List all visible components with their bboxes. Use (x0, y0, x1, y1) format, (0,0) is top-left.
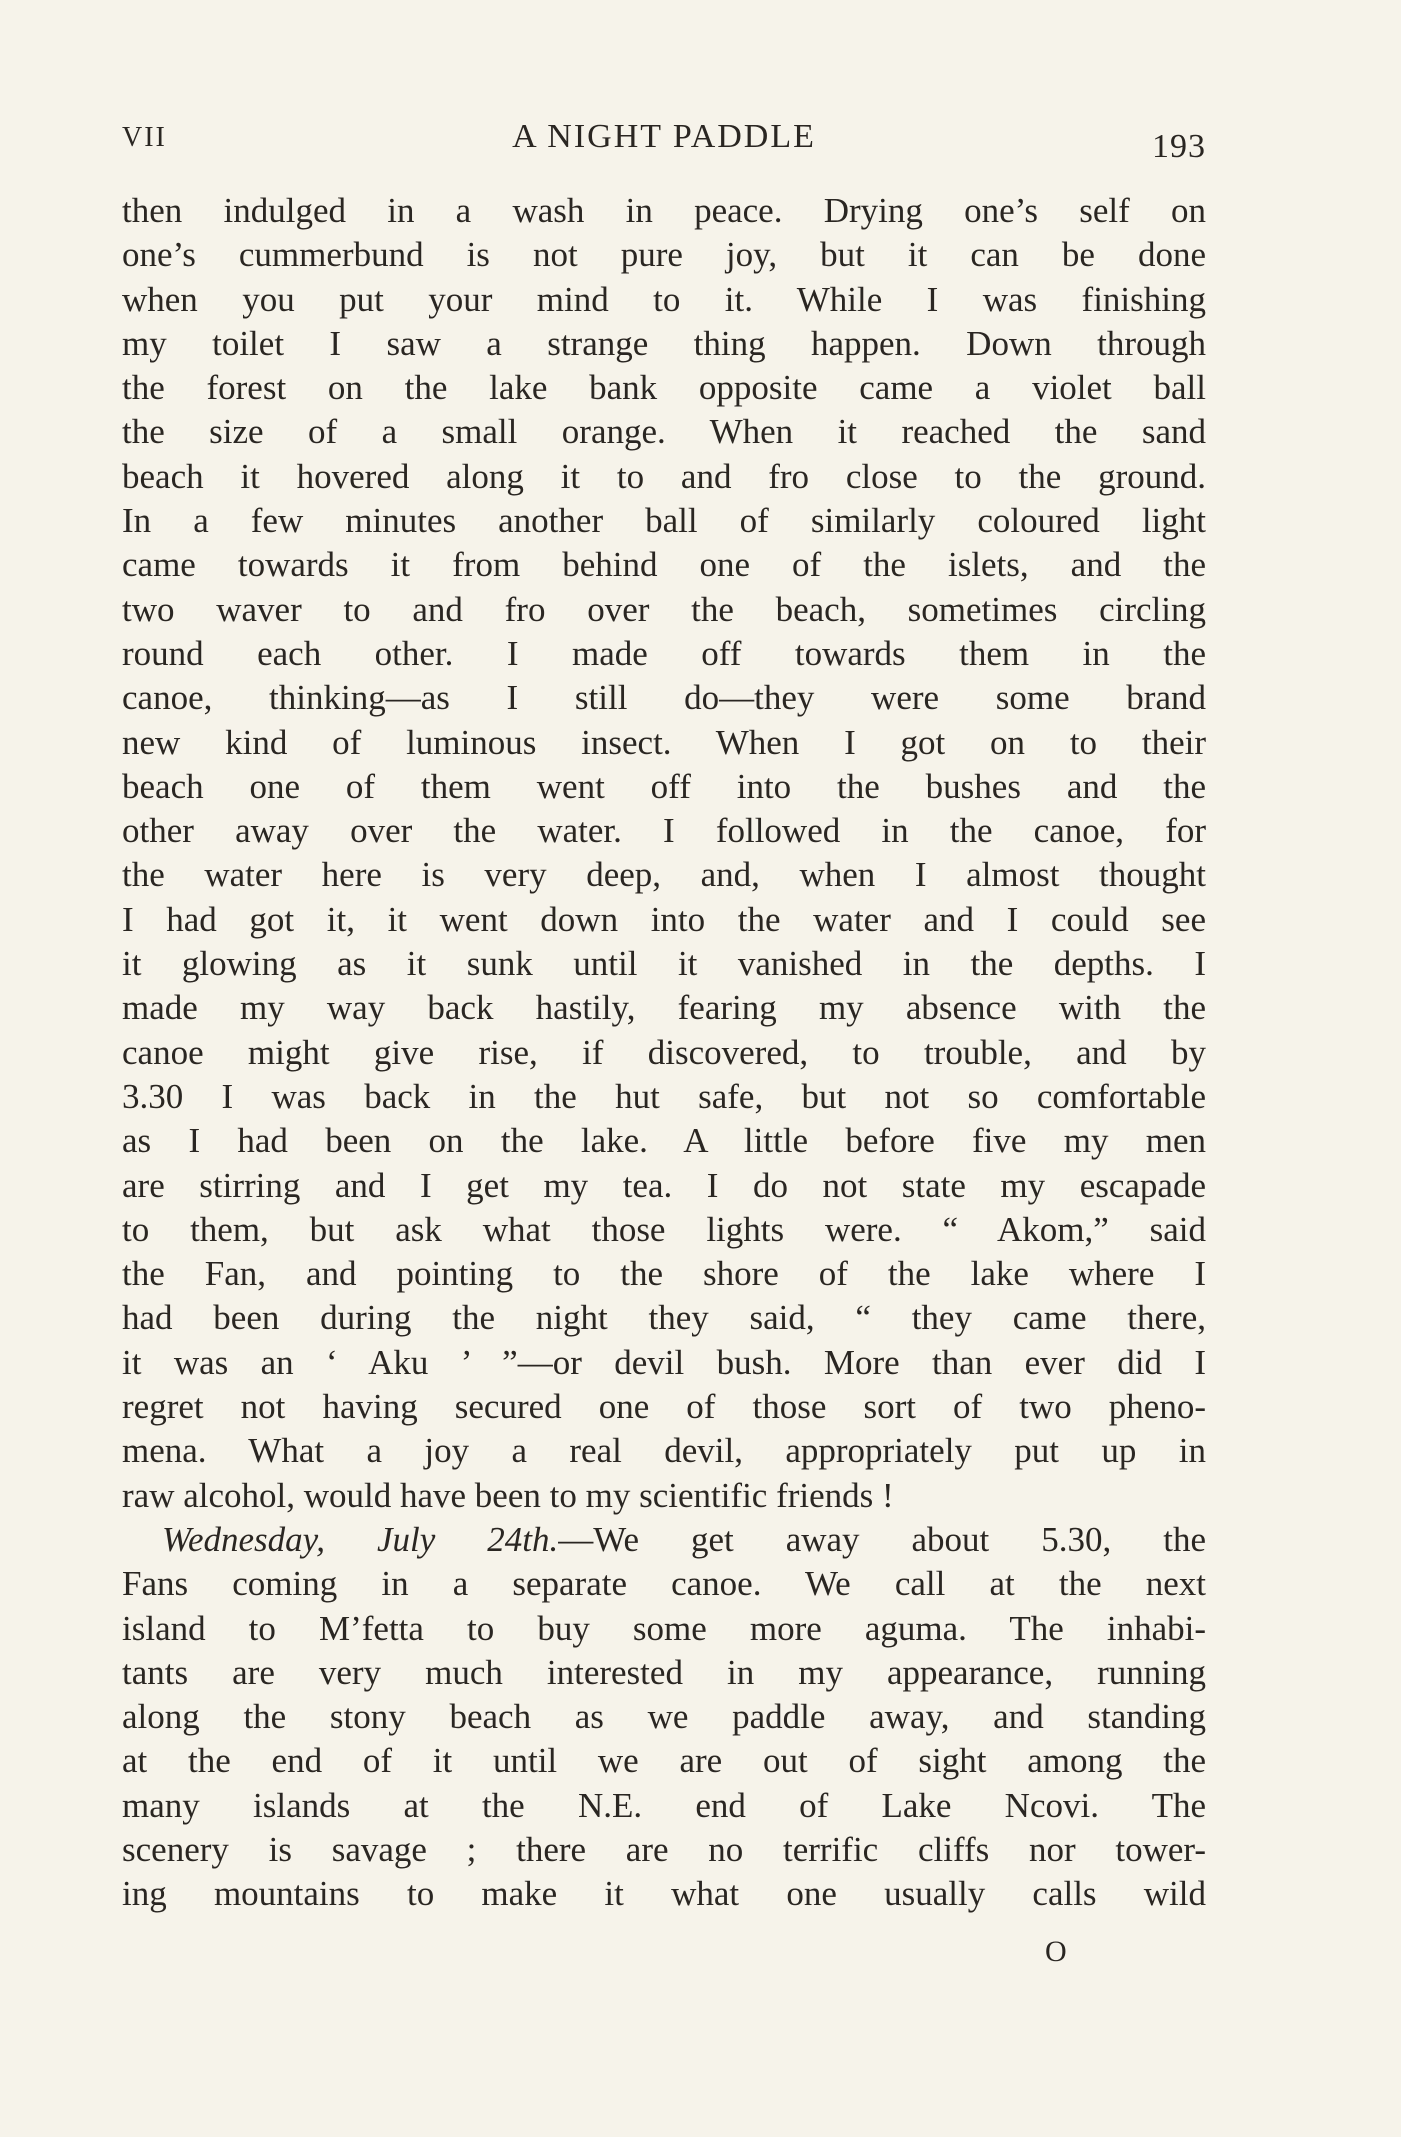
paragraph-1 (122, 189, 1206, 1518)
text-line: Fans coming in a separate canoe. We call at the next (122, 1564, 1206, 1604)
text-line: other away over the water. I followed in the canoe, for (122, 811, 1206, 851)
running-title: A NIGHT PADDLE (512, 118, 816, 155)
text-line: when you put your mind to it. While I was finishing (122, 279, 1206, 319)
body-text (122, 189, 1206, 1917)
text-line: island to M’fetta to buy some more aguma. The inhabi- (122, 1608, 1206, 1648)
text-line: tants are very much interested in my appearance, running (122, 1652, 1206, 1692)
text-line: In a few minutes another ball of similarly coloured light (122, 501, 1206, 541)
text-line: then indulged in a wash in peace. Drying one’s self on (122, 191, 1206, 230)
diary-entry-start: —We get away about 5.30, the (558, 1519, 1206, 1559)
text-line: new kind of luminous insect. When I got on to their (122, 722, 1206, 762)
text-line: my toilet I saw a strange thing happen. Down through (122, 323, 1206, 363)
text-line: the Fan, and pointing to the shore of the lake where I (122, 1254, 1206, 1294)
text-line: two waver to and fro over the beach, sometimes circling (122, 589, 1206, 629)
text-line: came towards it from behind one of the islets, and the (122, 545, 1206, 585)
page-header (122, 118, 1206, 166)
text-line: the forest on the lake bank opposite came a violet ball (122, 368, 1206, 408)
text-line: I had got it, it went down into the water and I could see (122, 899, 1206, 939)
text-line: at the end of it until we are out of sight among the (122, 1741, 1206, 1781)
paragraph-2 (122, 1518, 1206, 1917)
text-line: made my way back hastily, fearing my absence with the (122, 988, 1206, 1028)
text-line: as I had been on the lake. A little before five my men (122, 1121, 1206, 1161)
text-line: canoe, thinking—as I still do—they were some brand (122, 678, 1206, 718)
text-line: it glowing as it sunk until it vanished in the depths. I (122, 944, 1206, 984)
page-number: 193 (1152, 128, 1206, 165)
text-line: along the stony beach as we paddle away, and standing (122, 1697, 1206, 1737)
diary-date: Wednesday, July 24th. (162, 1519, 559, 1559)
text-line: beach one of them went off into the bushes and the (122, 766, 1206, 806)
text-line: ing mountains to make it what one usually calls wild (122, 1874, 1206, 1914)
chapter-number: VII (122, 122, 167, 153)
text-line: beach it hovered along it to and fro close to the ground. (122, 456, 1206, 496)
text-line-dated (122, 1518, 1206, 1562)
printer-signature-mark: O (1045, 1935, 1067, 1968)
text-line: many islands at the N.E. end of Lake Ncovi. The (122, 1785, 1206, 1825)
text-line: had been during the night they said, “ they came there, (122, 1298, 1206, 1338)
text-line: canoe might give rise, if discovered, to trouble, and by (122, 1032, 1206, 1072)
text-line: mena. What a joy a real devil, appropriately put up in (122, 1431, 1206, 1471)
text-line: regret not having secured one of those sort of two pheno- (122, 1387, 1206, 1427)
text-line: are stirring and I get my tea. I do not state my escapade (122, 1165, 1206, 1205)
text-line: the water here is very deep, and, when I almost thought (122, 855, 1206, 895)
text-line: it was an ‘ Aku ’ ”—or devil bush. More than ever did I (122, 1342, 1206, 1382)
text-line: raw alcohol, would have been to my scientific friends ! (122, 1475, 894, 1515)
text-line: round each other. I made off towards them in the (122, 633, 1206, 673)
text-line: to them, but ask what those lights were. “ Akom,” said (122, 1209, 1206, 1249)
text-line: the size of a small orange. When it reached the sand (122, 412, 1206, 452)
text-line: one’s cummerbund is not pure joy, but it can be done (122, 235, 1206, 275)
text-line: scenery is savage ; there are no terrific cliffs nor tower- (122, 1829, 1206, 1869)
text-line: 3.30 I was back in the hut safe, but not so comfortable (122, 1076, 1206, 1116)
